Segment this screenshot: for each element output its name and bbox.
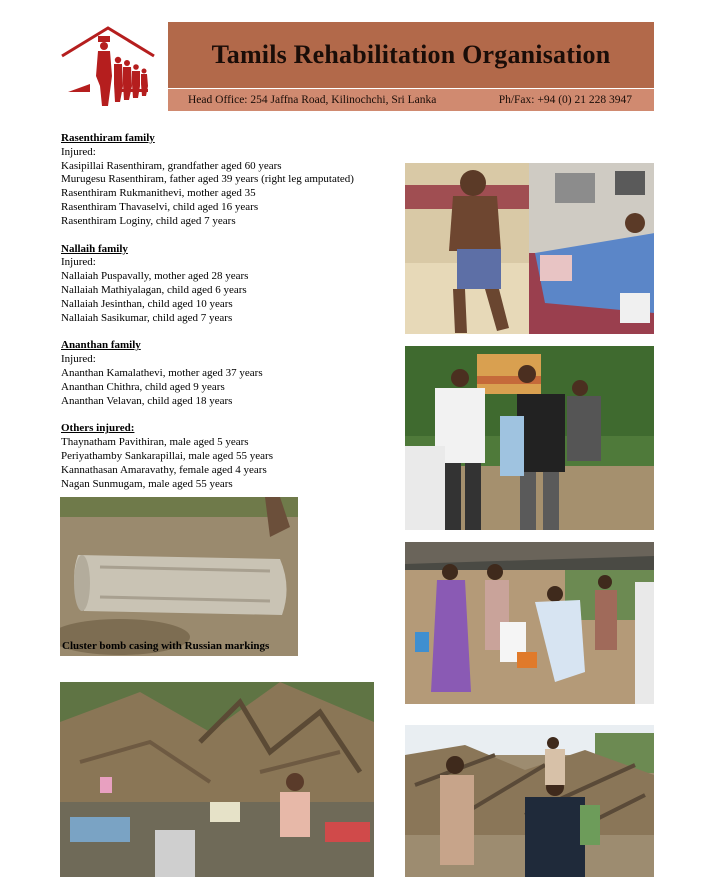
member-line: Kannathasan Amaravathy, female aged 4 years [61,463,267,476]
member-line: Ananthan Velavan, child aged 18 years [61,394,233,407]
member-line: Nallaiah Sasikumar, child aged 7 years [61,311,233,324]
family-title: Nallaih family [61,242,128,255]
member-line: Thaynatham Pavithiran, male aged 5 years [61,436,249,449]
coffin-carry-photo [405,346,654,530]
organisation-logo [60,26,156,110]
injured-list [61,132,401,505]
member-line: Rasenthiram Thavaselvi, child aged 16 years [61,200,259,213]
member-line: Rasenthiram Loginy, child aged 7 years [61,214,236,227]
member-line: Nallaiah Mathiyalagan, child aged 6 years [61,283,247,296]
family-title: Ananthan family [61,339,141,352]
family-title: Rasenthiram family [61,132,155,144]
page-title: Tamils Rehabilitation Organisation [211,40,611,69]
member-line: Kasipillai Rasenthiram, grandfather aged 60 years [61,159,282,172]
family-block [61,339,401,408]
head-office-address: Head Office: 254 Jaffna Road, Kilinochchi, Sri Lanka [188,94,437,106]
member-line: Nallaiah Jesinthan, child aged 10 years [61,297,233,310]
destroyed-house-photo [405,725,654,877]
member-line: Nallaiah Puspavally, mother aged 28 years [61,270,249,283]
cluster-bomb-photo [60,497,298,656]
phone-fax: Ph/Fax: +94 (0) 21 228 3947 [498,94,632,106]
member-line: Ananthan Kamalathevi, mother aged 37 years [61,366,263,379]
relief-distribution-photo [405,542,654,704]
family-status: Injured: [61,353,96,366]
family-status: Injured: [61,145,96,158]
hospital-patients-photo [405,163,654,334]
member-line: Murugesu Rasenthiram, father aged 39 years (right leg amputated) [61,173,354,186]
header-contact-bar [168,89,654,111]
member-line: Nagan Sunmugam, male aged 55 years [61,477,233,490]
family-status: Injured: [61,256,96,269]
member-line: Ananthan Chithra, child aged 9 years [61,380,225,393]
family-block [61,132,401,229]
family-title: Others injured: [61,422,135,435]
member-line: Rasenthiram Rukmanithevi, mother aged 35 [61,187,256,200]
family-block [61,422,401,491]
family-block [61,243,401,326]
member-line: Periyathamby Sankarapillai, male aged 55 years [61,449,273,462]
bomb-caption: Cluster bomb casing with Russian markings [62,640,270,652]
debris-woman-photo [60,682,374,877]
header-title-banner [168,22,654,88]
